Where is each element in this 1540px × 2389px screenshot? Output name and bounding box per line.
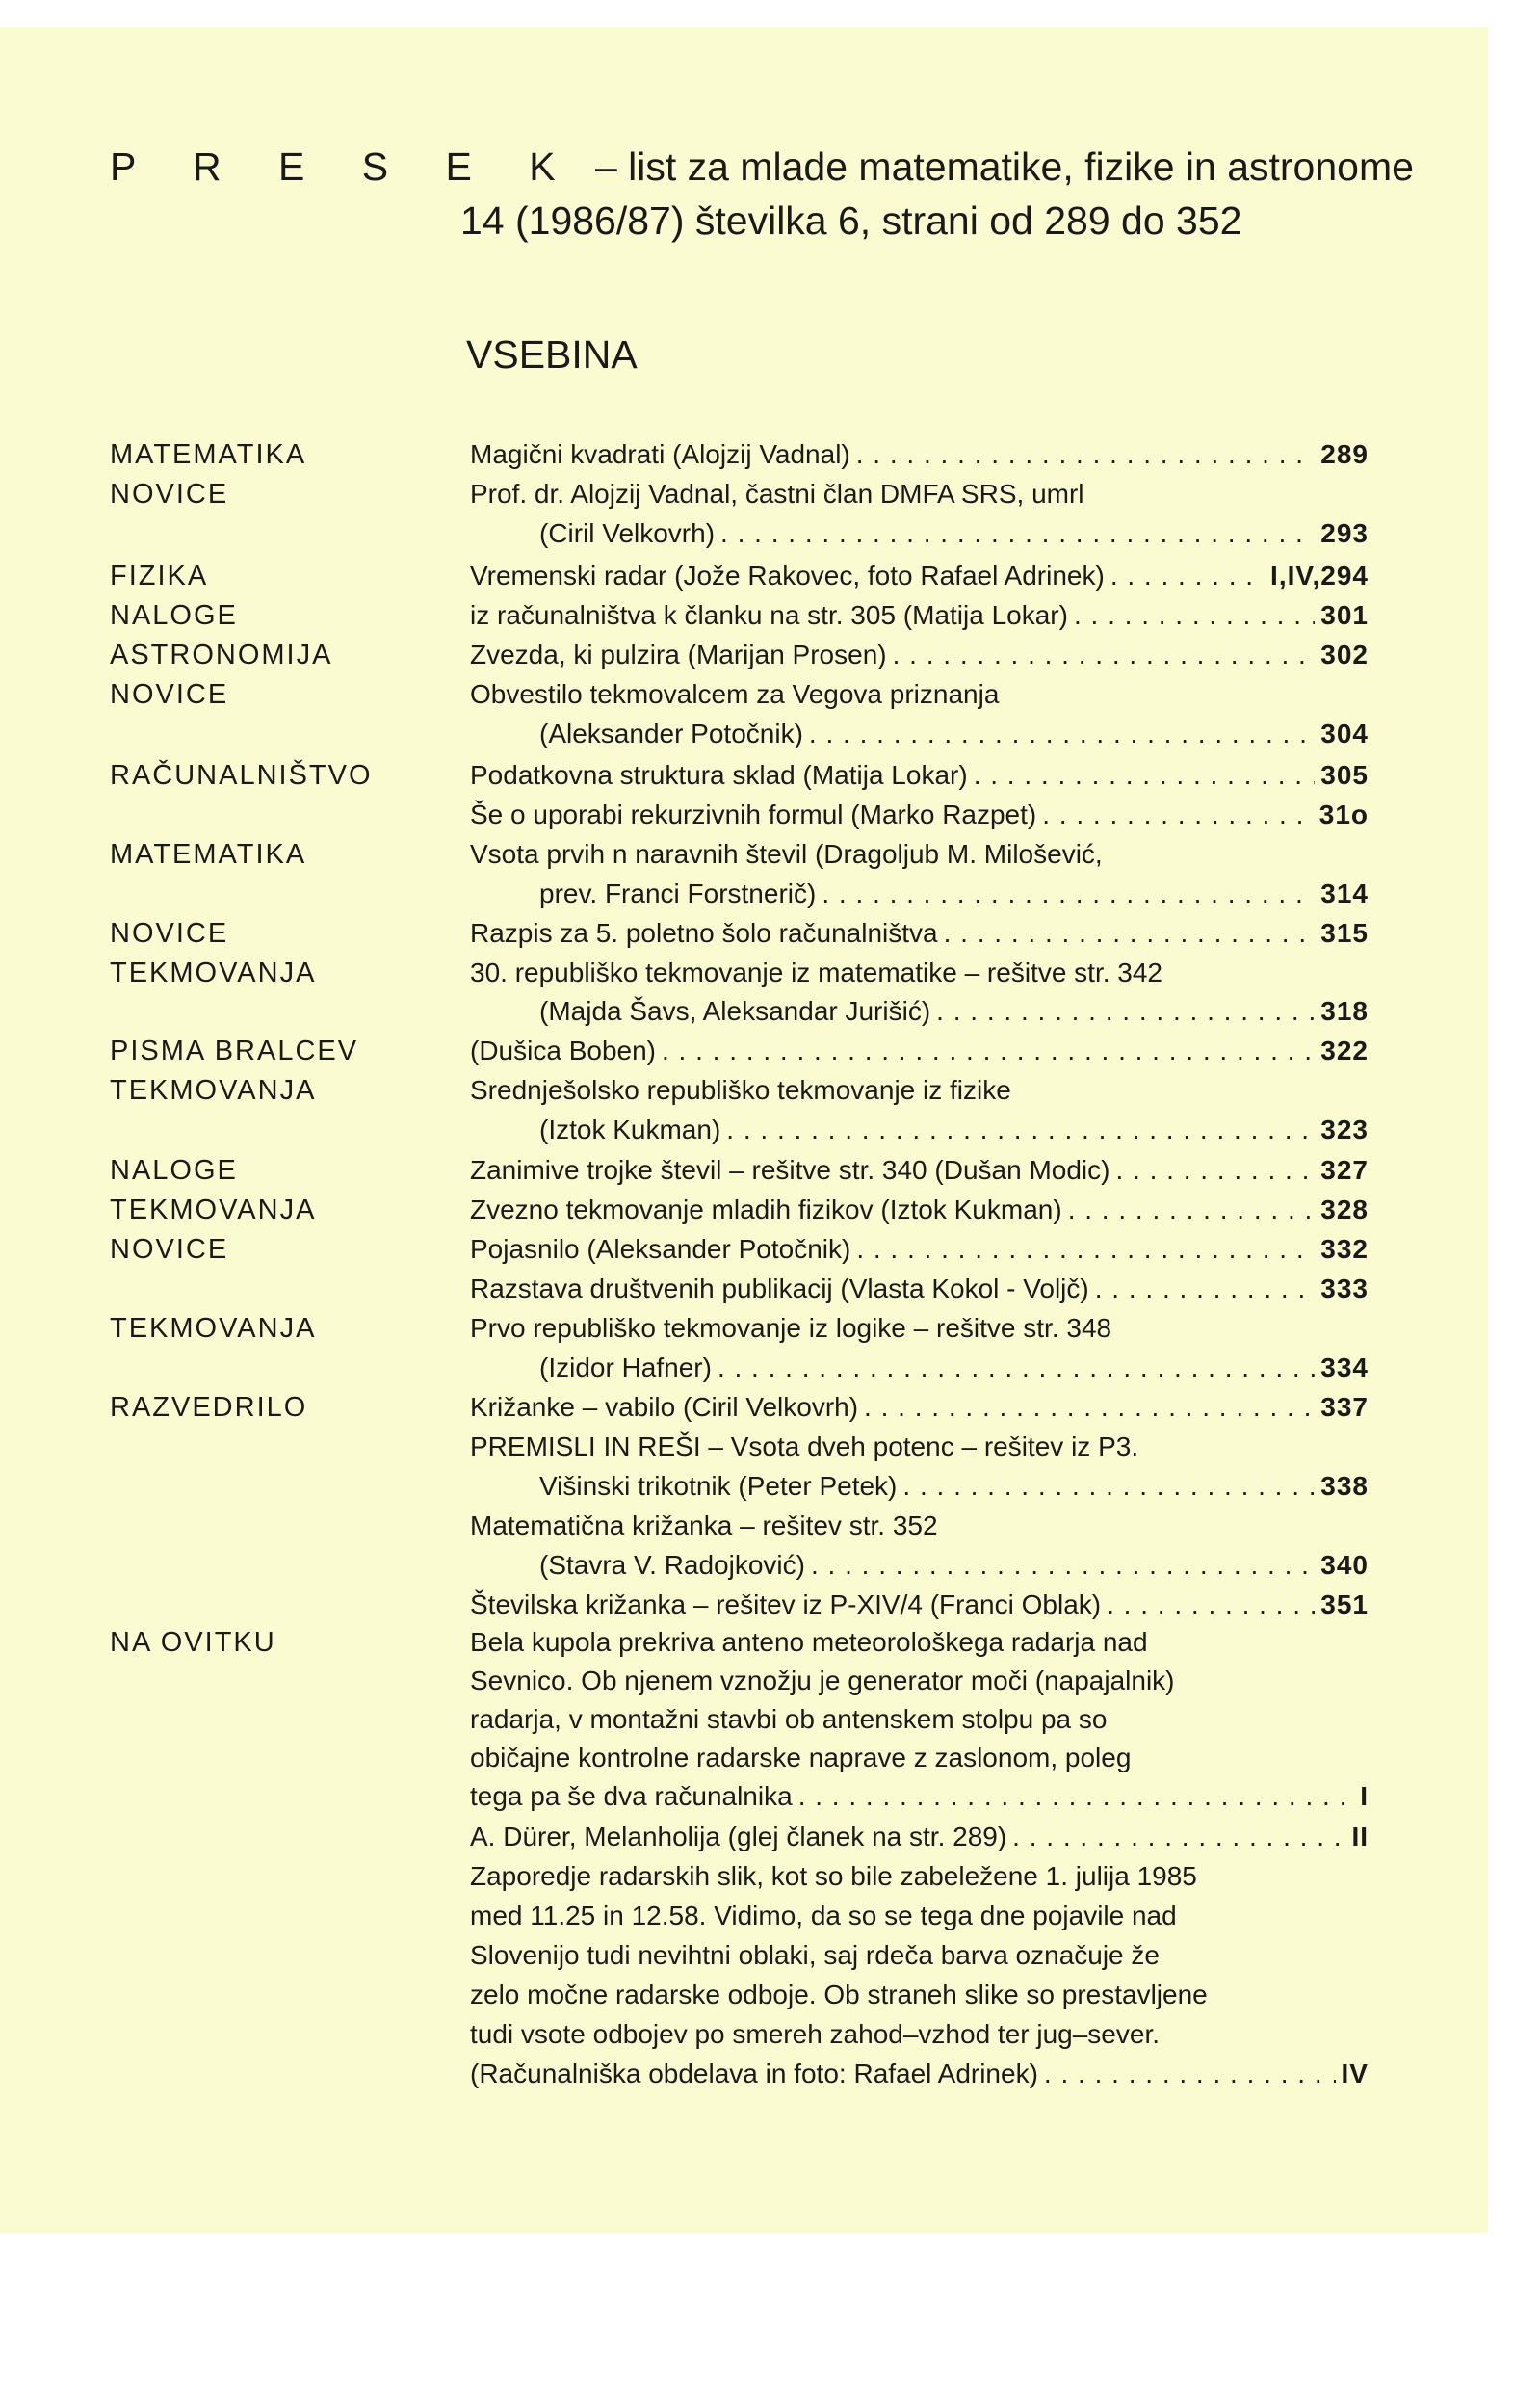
toc-entry: Prof. dr. Alojzij Vadnal, častni član DMFA SRS, umrl <box>470 479 1084 509</box>
page-number: I,IV,294 <box>1270 561 1369 591</box>
page-number: 340 <box>1320 1550 1369 1580</box>
page-number: 351 <box>1320 1589 1369 1619</box>
section-label: TEKMOVANJA <box>110 1075 317 1106</box>
journal-title: P R E S E K <box>110 144 579 189</box>
page-number: I <box>1360 1781 1369 1811</box>
section-label: NOVICE <box>110 918 229 949</box>
section-label: NOVICE <box>110 679 229 710</box>
section-label: TEKMOVANJA <box>110 1194 317 1225</box>
page-number: 305 <box>1320 760 1369 790</box>
page-number: 327 <box>1320 1155 1369 1185</box>
toc-entry: Obvestilo tekmovalcem za Vegova priznanja <box>470 679 1000 709</box>
section-label: FIZIKA <box>110 561 209 591</box>
page-number: 333 <box>1320 1273 1369 1303</box>
section-label: MATEMATIKA <box>110 839 307 870</box>
cover-text-line: tudi vsote odbojev po smereh zahod–vzhod ter jug–sever. <box>470 2019 1161 2049</box>
page-number: II <box>1351 1822 1369 1851</box>
toc-entry: Zanimive trojke števil – rešitve str. 340 (Dušan Modic) . . . 327 <box>470 1151 1369 1190</box>
toc-entry: Vsota prvih n naravnih števil (Dragoljub M. Milošević, <box>470 839 1103 869</box>
cover-text-line: Sevnico. Ob njenem vznožju je generator moči (napajalnik) <box>470 1666 1175 1695</box>
toc-entry: Pojasnilo (Aleksander Potočnik) . . . 332 <box>470 1230 1369 1269</box>
section-label: TEKMOVANJA <box>110 1313 317 1344</box>
cover-text-line: običajne kontrolne radarske naprave z zaslonom, poleg <box>470 1743 1132 1772</box>
toc-entry: Še o uporabi rekurzivnih formul (Marko Razpet) . . . 31o <box>470 796 1369 834</box>
page-number: 318 <box>1320 996 1369 1026</box>
cover-text-line: Bela kupola prekriva anteno meteorološkega radarja nad <box>470 1627 1148 1657</box>
toc-entry: PREMISLI IN REŠI – Vsota dveh potenc – rešitev iz P3. <box>470 1431 1139 1461</box>
toc-entry: 30. republiško tekmovanje iz matematike – rešitve str. 342 <box>470 958 1163 987</box>
toc-entry: iz računalništva k članku na str. 305 (Matija Lokar) . . . 301 <box>470 596 1369 635</box>
page-number: 322 <box>1320 1036 1369 1065</box>
toc-entry: Magični kvadrati (Alojzij Vadnal) . . . 289 <box>470 435 1369 474</box>
page-number: 314 <box>1320 879 1369 908</box>
section-label: NOVICE <box>110 1234 229 1265</box>
toc-entry: Matematična križanka – rešitev str. 352 <box>470 1510 938 1540</box>
toc-entry: (Dušica Boben) . . . 322 <box>470 1032 1369 1070</box>
section-label: NA OVITKU <box>110 1627 276 1658</box>
issue-info: 14 (1986/87) številka 6, strani od 289 do 352 <box>460 198 1242 243</box>
section-label: TEKMOVANJA <box>110 958 317 988</box>
section-label: MATEMATIKA <box>110 439 307 470</box>
toc-entry: Podatkovna struktura sklad (Matija Lokar) . . . 305 <box>470 756 1369 795</box>
toc-entry: Križanke – vabilo (Ciril Velkovrh) . . . 337 <box>470 1388 1369 1427</box>
section-label: NOVICE <box>110 479 229 510</box>
page-number: 31o <box>1318 800 1369 829</box>
section-label: PISMA BRALCEV <box>110 1036 359 1066</box>
toc-entry: Razstava društvenih publikacij (Vlasta Kokol - Voljč) . . . 333 <box>470 1270 1369 1308</box>
toc-entry: Srednješolsko republiško tekmovanje iz fizike <box>470 1075 1011 1105</box>
cover-text-line: zelo močne radarske odboje. Ob straneh slike so prestavljene <box>470 1980 1208 2009</box>
toc-entry: prev. Franci Forstnerič) . . . 314 <box>470 875 1369 913</box>
toc-entry: (Ciril Velkovrh) . . . 293 <box>470 514 1369 553</box>
page-number: 338 <box>1320 1471 1369 1501</box>
journal-header <box>110 144 1414 202</box>
toc-entry: Zvezno tekmovanje mladih fizikov (Iztok Kukman) . . . 328 <box>470 1191 1369 1229</box>
toc-entry: Številska križanka – rešitev iz P-XIV/4 (Franci Oblak) . . . 351 <box>470 1586 1369 1624</box>
toc-entry: (Aleksander Potočnik) . . . 304 <box>470 715 1369 753</box>
cover-entry: A. Dürer, Melanholija (glej članek na str. 289) . . . II <box>470 1818 1369 1856</box>
cover-entry: tega pa še dva računalnika . . . I <box>470 1777 1369 1816</box>
page-number: IV <box>1341 2059 1369 2088</box>
section-label: ASTRONOMIJA <box>110 640 333 670</box>
page-number: 293 <box>1320 518 1369 548</box>
section-label: NALOGE <box>110 600 238 631</box>
cover-text-line: med 11.25 in 12.58. Vidimo, da so se tega dne pojavile nad <box>470 1901 1177 1930</box>
page-number: 323 <box>1320 1115 1369 1144</box>
toc-entry: (Majda Šavs, Aleksandar Jurišić) . . . 318 <box>470 992 1369 1031</box>
cover-text-line: radarja, v montažni stavbi ob antenskem stolpu pa so <box>470 1704 1108 1734</box>
toc-entry: Razpis za 5. poletno šolo računalništva . . . 315 <box>470 914 1369 953</box>
page-number: 332 <box>1320 1234 1369 1264</box>
section-label: NALOGE <box>110 1155 238 1186</box>
page-number: 302 <box>1320 640 1369 669</box>
toc-entry: Višinski trikotnik (Peter Petek) . . . 338 <box>470 1467 1369 1506</box>
page-number: 315 <box>1320 918 1369 948</box>
toc-entry: Vremenski radar (Jože Rakovec, foto Rafael Adrinek) . . . I,IV,294 <box>470 557 1369 595</box>
toc-entry: (Iztok Kukman) . . . 323 <box>470 1111 1369 1149</box>
toc-entry: (Stavra V. Radojković) . . . 340 <box>470 1546 1369 1585</box>
cover-text-line: Zaporedje radarskih slik, kot so bile zabeležene 1. julija 1985 <box>470 1861 1197 1891</box>
cover-text-line: Slovenijo tudi nevihtni oblaki, saj rdeča barva označuje že <box>470 1940 1160 1970</box>
section-label: RAZVEDRILO <box>110 1392 308 1423</box>
page-number: 334 <box>1320 1352 1369 1382</box>
page-number: 337 <box>1320 1392 1369 1422</box>
page-number: 328 <box>1320 1194 1369 1224</box>
toc-entry: Zvezda, ki pulzira (Marijan Prosen) . . . 302 <box>470 636 1369 674</box>
section-label: RAČUNALNIŠTVO <box>110 760 373 791</box>
journal-subtitle: – list za mlade matematike, fizike in astronome <box>594 144 1414 189</box>
page-number: 289 <box>1320 439 1369 469</box>
contents-title: VSEBINA <box>466 332 638 377</box>
cover-entry: (Računalniška obdelava in foto: Rafael Adrinek) . . . IV <box>470 2055 1369 2093</box>
toc-entry: (Izidor Hafner) . . . 334 <box>470 1349 1369 1387</box>
page-number: 304 <box>1320 719 1369 748</box>
toc-entry: Prvo republiško tekmovanje iz logike – rešitve str. 348 <box>470 1313 1112 1343</box>
page-number: 301 <box>1320 600 1369 630</box>
